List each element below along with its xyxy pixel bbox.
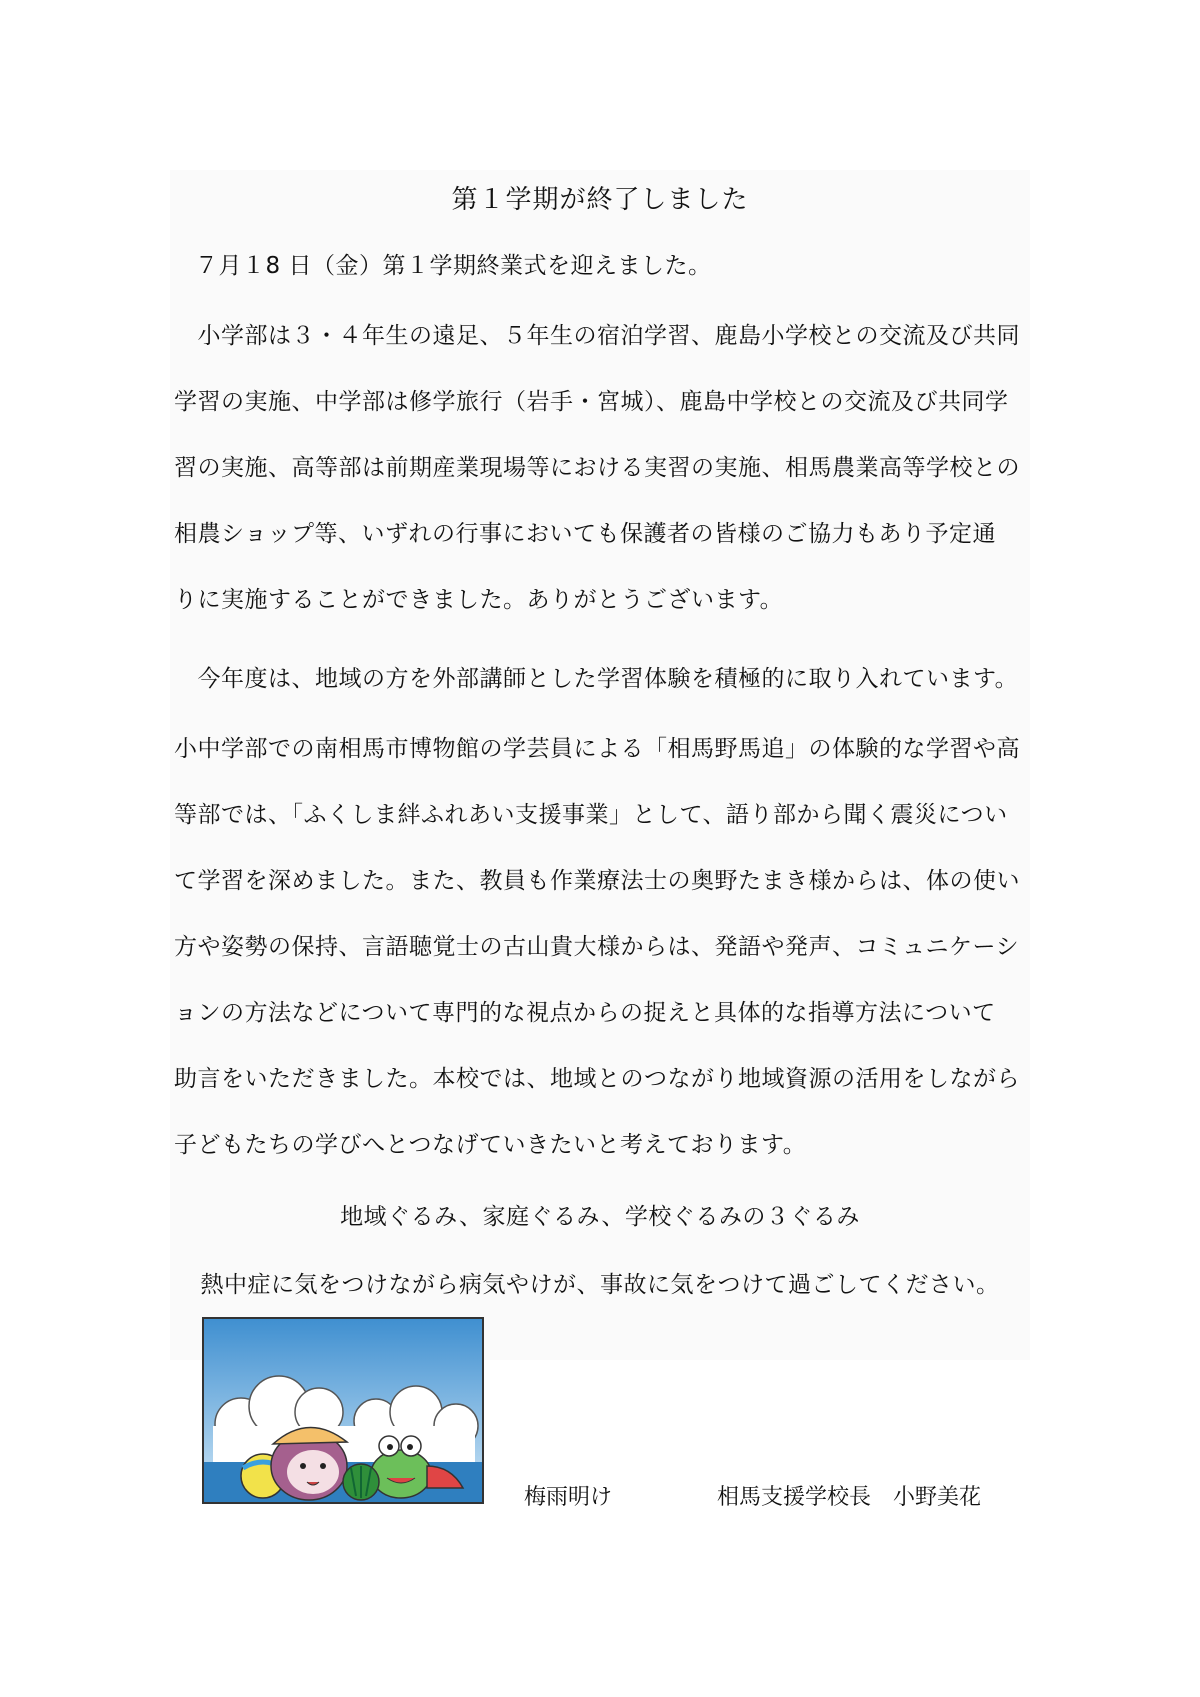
signature: 相馬支援学校長 小野美花 xyxy=(717,1485,982,1510)
paragraph-2-line: 方や姿勢の保持、言語聴覚士の古山貴大様からは、発語や発声、コミュニケーシ xyxy=(174,934,1020,960)
paragraph-1-line: 小学部は３・４年生の遠足、５年生の宿泊学習、鹿島小学校との交流及び共同 xyxy=(174,323,1020,349)
paragraph-1-line: 学習の実施、中学部は修学旅行（岩手・宮城）、鹿島中学校との交流及び共同学 xyxy=(174,389,1009,415)
paragraph-2-line: 子どもたちの学びへとつなげていきたいと考えております。 xyxy=(174,1132,807,1158)
paragraph-2-line: 等部では、「ふくしま絆ふれあい支援事業」として、語り部から聞く震災につい xyxy=(174,802,1008,828)
rainy-season-end-illustration xyxy=(201,1316,485,1505)
paragraph-2-line: 今年度は、地域の方を外部講師とした学習体験を積極的に取り入れています。 xyxy=(174,666,1019,692)
paragraph-1-line: 習の実施、高等部は前期産業現場等における実習の実施、相馬農業高等学校との xyxy=(174,455,1020,481)
paragraph-2-line: て学習を深めました。また、教員も作業療法士の奥野たまき様からは、体の使い xyxy=(174,868,1020,894)
paragraph-1-line: 相農ショップ等、いずれの行事においても保護者の皆様のご協力もあり予定通 xyxy=(174,521,997,547)
slogan: 地域ぐるみ、家庭ぐるみ、学校ぐるみの３ぐるみ xyxy=(340,1204,860,1230)
character-icon xyxy=(271,1427,347,1500)
paragraph-1-line: りに実施することができました。ありがとうございます。 xyxy=(174,587,784,613)
paragraph-2-line: ョンの方法などについて専門的な視点からの捉えと具体的な指導方法について xyxy=(174,1000,996,1026)
intro-line: ７月１8 日（金）第１学期終業式を迎えました。 xyxy=(195,253,712,279)
paragraph-2-line: 助言をいただきました。本校では、地域とのつながり地域資源の活用をしながら xyxy=(174,1066,1020,1092)
illustration-caption: 梅雨明け xyxy=(524,1485,613,1510)
closing-message: 熱中症に気をつけながら病気やけが、事故に気をつけて過ごしてください。 xyxy=(200,1272,1000,1298)
paragraph-2-line: 小中学部での南相馬市博物館の学芸員による「相馬野馬追」の体験的な学習や高 xyxy=(174,736,1020,762)
page-title: 第１学期が終了しました xyxy=(451,185,749,215)
